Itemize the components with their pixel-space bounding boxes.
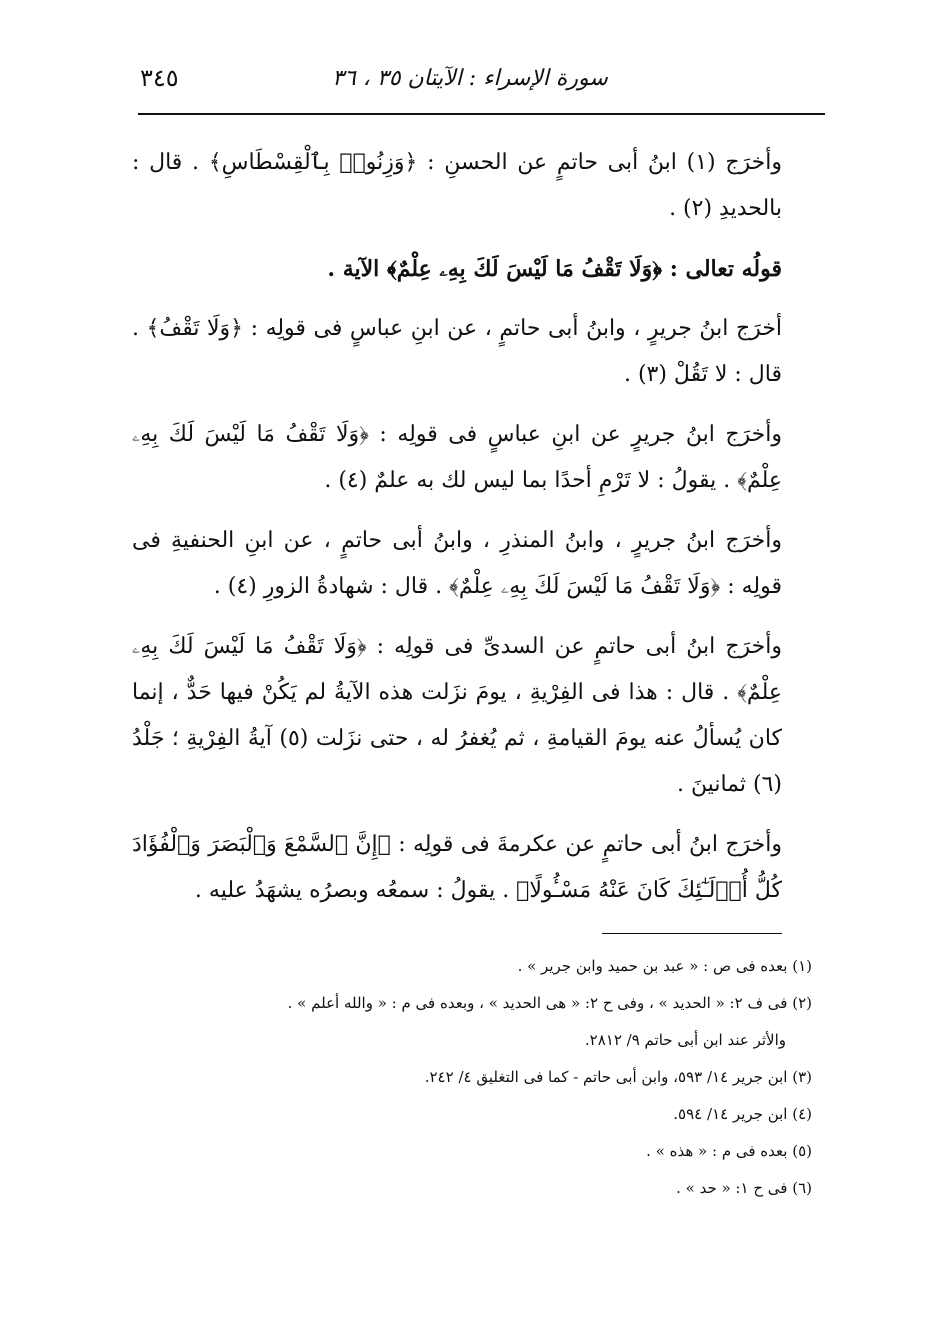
paragraph: وأخرَج ابنُ جريرٍ ، وابنُ المنذرِ ، وابنُ أبى حاتمٍ ، عن ابنِ الحنفيةِ فى قولِه : ﴿وَلَا تَقْفُ مَا لَيْسَ لَكَ بِهِۦ عِلْمٌ﴾ . قال : شهادةُ الزورِ (٤) . — [132, 528, 782, 599]
paragraph: وأخرَج ابنُ أبى حاتمٍ عن عكرمةَ فى قولِه : ﴿إِنَّ ٱلسَّمْعَ وَٱلْبَصَرَ وَٱلْفُؤَادَ كُلُّ أُو۟لَـٰٓئِكَ كَانَ عَنْهُ مَسْـُٔولًا﴾ . يقولُ : سمعُه وبصرُه يشهَدُ عليه . — [132, 832, 782, 903]
footnote: (٦) فى ح ١: « حد » . — [676, 1179, 812, 1197]
footnote-divider — [602, 933, 782, 934]
footnote: (٢) فى ف ٢: « الحديد » ، وفى ح ٢: « هى الحديد » ، وبعده فى م : « والله أعلم » . — [287, 994, 812, 1012]
page-number: ٣٤٥ — [140, 64, 179, 92]
running-header-title: سورة الإسراء : الآيتان ٣٥ ، ٣٦ — [332, 66, 608, 91]
paragraph: وأخرَج (١) ابنُ أبى حاتمٍ عن الحسنِ : ﴿وَزِنُوا۟ بِٱلْقِسْطَاسِ﴾ . قال : بالحديدِ (٢) . — [132, 150, 782, 221]
footnote: (٣) ابن جرير ١٤/ ٥٩٣، وابن أبى حاتم - كما فى التغليق ٤/ ٢٤٢. — [424, 1068, 812, 1086]
footnote: (٥) بعده فى م : « هذه » . — [646, 1142, 812, 1160]
paragraph: أخرَج ابنُ جريرٍ ، وابنُ أبى حاتمٍ ، عن ابنِ عباسٍ فى قولِه : ﴿وَلَا تَقْفُ﴾ . قال : لا تَقُلْ (٣) . — [132, 316, 782, 387]
footnotes — [112, 948, 812, 1207]
footnote-continuation: والأثر عند ابن أبى حاتم ٩/ ٢٨١٢. — [584, 1031, 786, 1049]
main-text — [132, 140, 782, 928]
footnote: (١) بعده فى ص : « عبد بن حميد وابن جرير » . — [517, 957, 812, 975]
section-heading: قولُه تعالى : ﴿وَلَا تَقْفُ مَا لَيْسَ لَكَ بِهِۦ عِلْمٌ﴾ الآية . — [327, 256, 782, 282]
paragraph: وأخرَج ابنُ أبى حاتمٍ عن السدىِّ فى قولِه : ﴿وَلَا تَقْفُ مَا لَيْسَ لَكَ بِهِۦ عِلْمٌ﴾ . قال : هذا فى الفِرْيةِ ، يومَ نزَلت هذه الآيةُ لم يَكُنْ فيها حَدٌّ ، إنما كان يُسألُ عنه يومَ القيامةِ ، ثم يُغفرُ له ، حتى نزَلت (٥) آيةُ الفِرْيةِ ؛ جَلْدُ (٦) ثمانينَ . — [132, 634, 782, 797]
paragraph: وأخرَج ابنُ جريرٍ عن ابنِ عباسٍ فى قولِه : ﴿وَلَا تَقْفُ مَا لَيْسَ لَكَ بِهِۦ عِلْمٌ﴾ . يقولُ : لا تَرْمِ أحدًا بما ليس لك به علمٌ (٤) . — [132, 422, 782, 493]
header-divider — [138, 113, 825, 115]
footnote: (٤) ابن جرير ١٤/ ٥٩٤. — [673, 1105, 812, 1123]
